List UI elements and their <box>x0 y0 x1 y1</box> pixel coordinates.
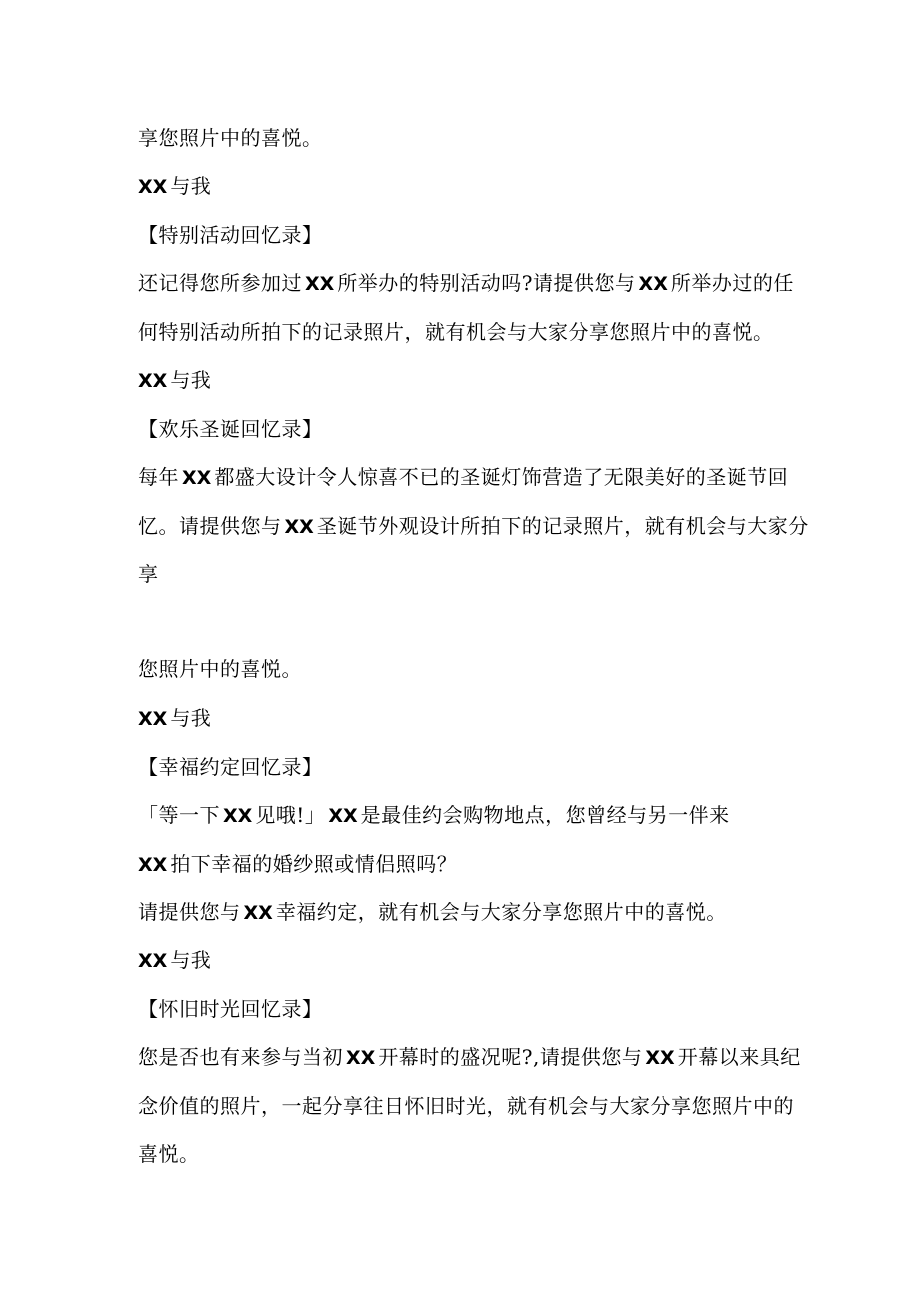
brand-text: XX <box>645 1047 675 1069</box>
brand-text: XX <box>138 950 168 972</box>
text: 何特别活动所拍下的记录照片，就有机会与大家分享您照片中的喜悦。 <box>138 320 774 344</box>
text: 与我 <box>170 368 212 392</box>
text: 拍下幸福的婚纱照或情侣照吗？ <box>170 852 458 876</box>
special-line-2 <box>138 318 798 346</box>
brand-text: XX <box>223 805 253 827</box>
text: 您照片中的喜悦。 <box>138 657 302 681</box>
brand-text: XX <box>138 708 168 730</box>
wedding-line-2 <box>138 850 798 879</box>
text: 享 <box>138 562 159 586</box>
wedding-line-1 <box>138 801 798 830</box>
christmas-line-4 <box>138 655 798 683</box>
text: 享您照片中的喜悦。 <box>138 126 323 150</box>
text: 开幕时的盛况呢?,请提供您与 <box>378 1045 643 1069</box>
brand-text: XX <box>328 805 358 827</box>
text: 每年 <box>138 465 179 489</box>
xx-with-me-line <box>138 366 798 395</box>
text: 所举办的特别活动吗?请提供您与 <box>337 271 636 295</box>
section-heading-special <box>138 221 798 249</box>
xx-with-me-line <box>138 172 798 201</box>
wedding-line-3 <box>138 898 798 927</box>
text: 喜悦。 <box>138 1142 200 1166</box>
brand-text: XX <box>638 273 668 295</box>
nostalgia-line-3 <box>138 1140 798 1168</box>
christmas-line-3 <box>138 560 798 588</box>
text: 忆。请提供您与 <box>138 514 282 538</box>
christmas-line-1 <box>138 463 798 492</box>
xx-with-me-line <box>138 704 798 733</box>
heading-text: 【幸福约定回忆录】 <box>138 755 323 779</box>
text: 与我 <box>170 948 212 972</box>
text: 圣诞节外观设计所拍下的记录照片，就有机会与大家分 <box>316 514 809 538</box>
text: 「等一下 <box>138 803 220 827</box>
text: 所举办过的任 <box>670 271 794 295</box>
brand-text: XX <box>182 467 212 489</box>
section-heading-wedding <box>138 753 798 781</box>
heading-text: 【欢乐圣诞回忆录】 <box>138 417 323 441</box>
text: 是最佳约会购物地点，您曾经与另一伴来 <box>360 803 730 827</box>
heading-text: 【特别活动回忆录】 <box>138 223 323 247</box>
brand-text: XX <box>305 273 335 295</box>
text: 还记得您所参加过 <box>138 271 302 295</box>
text: 开幕以来具纪 <box>677 1045 801 1069</box>
text: 见哦!」 <box>255 803 326 827</box>
brand-text: XX <box>346 1047 376 1069</box>
nostalgia-line-2 <box>138 1092 798 1120</box>
brand-text: XX <box>284 516 314 538</box>
christmas-line-2 <box>138 512 809 541</box>
text: 念价值的照片，一起分享往日怀旧时光，就有机会与大家分享您照片中的 <box>138 1094 794 1118</box>
section-heading-christmas <box>138 415 798 443</box>
brand-text: XX <box>138 854 168 876</box>
text: 都盛大设计令人惊喜不已的圣诞灯饰营造了无限美好的圣诞节回 <box>214 465 789 489</box>
nostalgia-line-1 <box>138 1043 801 1072</box>
brand-text: XX <box>138 370 168 392</box>
brand-text: XX <box>243 902 273 924</box>
section-heading-nostalgia <box>138 995 798 1023</box>
text: 与我 <box>170 174 212 198</box>
special-line-1 <box>138 269 798 298</box>
text: 请提供您与 <box>138 900 241 924</box>
text: 您是否也有来参与当初 <box>138 1045 343 1069</box>
paragraph-tail <box>138 124 798 152</box>
heading-text: 【怀旧时光回忆录】 <box>138 997 323 1021</box>
text: 幸福约定，就有机会与大家分享您照片中的喜悦。 <box>275 900 727 924</box>
brand-text: XX <box>138 176 168 198</box>
xx-with-me-line <box>138 946 798 975</box>
text: 与我 <box>170 706 212 730</box>
